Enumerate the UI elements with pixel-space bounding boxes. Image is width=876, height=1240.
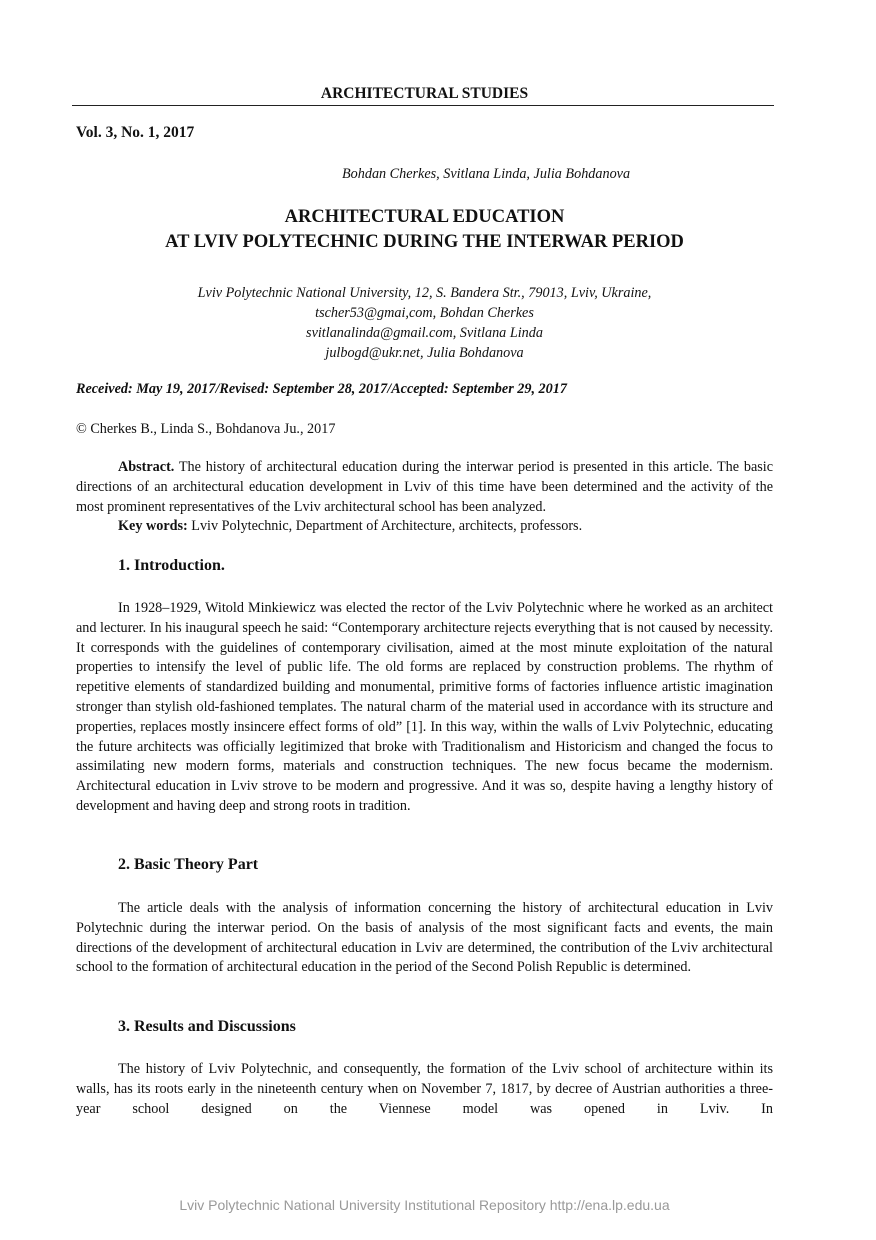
section-heading: 2. Basic Theory Part <box>118 856 259 873</box>
volume-info: Vol. 3, No. 1, 2017 <box>76 124 195 141</box>
section-paragraph: The history of Lviv Polytechnic, and consequently, the formation of the Lviv school of architecture within its walls, has its roots early in the nineteenth century when on November 7, 1817, by decree of Austrian authorities a three-year school designed on the Viennese model was opened in Lviv. In <box>76 1061 773 1117</box>
copyright: © Cherkes B., Linda S., Bohdanova Ju., 2017 <box>76 421 336 437</box>
email-line: julbogd@ukr.net, Julia Bohdanova <box>325 345 524 361</box>
header-rule <box>72 105 774 106</box>
keywords-label: Key words: <box>118 518 188 535</box>
email-line: tscher53@gmai,com, Bohdan Cherkes <box>315 305 534 321</box>
keywords-text: Lviv Polytechnic, Department of Architecture, architects, professors. <box>187 518 583 535</box>
title-line: AT LVIV POLYTECHNIC DURING THE INTERWAR PERIOD <box>165 232 684 252</box>
email-line: svitlanalinda@gmail.com, Svitlana Linda <box>306 325 543 341</box>
section-heading: 3. Results and Discussions <box>118 1018 296 1035</box>
dates: Received: May 19, 2017/Revised: September 28, 2017/Accepted: September 29, 2017 <box>76 381 567 397</box>
affiliation <box>76 283 773 363</box>
affiliation-line: Lviv Polytechnic National University, 12, S. Bandera Str., 79013, Lviv, Ukraine, <box>197 285 652 301</box>
journal-name: ARCHITECTURAL STUDIES <box>320 85 529 102</box>
footer: Lviv Polytechnic National University Institutional Repository http://ena.lp.edu.ua <box>179 1197 670 1213</box>
article-title <box>76 205 773 255</box>
abstract <box>76 458 773 537</box>
authors: Bohdan Cherkes, Svitlana Linda, Julia Bohdanova <box>342 166 631 182</box>
section-paragraph: In 1928–1929, Witold Minkiewicz was elected the rector of the Lviv Polytechnic where he worked as an architect and lecturer. In his inaugural speech he said: “Contemporary architecture rejects everything that is not caused by necessity. It corresponds with the guidelines of contemporary civilisation, aimed at the most minute exploitation of the natural properties to intensify the level of public life. The old forms are replaced by construction problems. The rhythm of repetitive elements of standardized building and monumental, primitive forms of factories influence artistic imagination stronger than stylish old-fashioned templates. The natural charm of the material used in accordance with its structure and properties, replaces mostly insincere effect forms of old” [1]. In this way, within the walls of Lviv Polytechnic, educating the future architects was officially legitimized that broke with Traditionalism and Historicism and changed the focus to assimilating new modern forms, materials and construction techniques. The new focus became the modernism. Architectural education in Lviv strove to be modern and progressive. And it was so, despite having a lengthy history of development and having deep and strong roots in tradition. <box>76 600 773 814</box>
abstract-text: The history of architectural education during the interwar period is presented in this article. The basic directions of an architectural education development in Lviv of this time have been determined and the activity of the most prominent representatives of the Lviv architectural school has been analyzed. <box>76 459 773 515</box>
abstract-label: Abstract. <box>118 459 175 475</box>
section-heading: 1. Introduction. <box>118 557 225 574</box>
title-line: ARCHITECTURAL EDUCATION <box>284 207 565 227</box>
section-paragraph: The article deals with the analysis of information concerning the history of architectural education in Lviv Polytechnic during the interwar period. On the basis of analysis of the most significant facts and events, the main directions of the development of architectural education in Lviv are determined, the contribution of the Lviv architectural school to the formation of architectural education in the period of the Second Polish Republic is determined. <box>76 900 773 976</box>
